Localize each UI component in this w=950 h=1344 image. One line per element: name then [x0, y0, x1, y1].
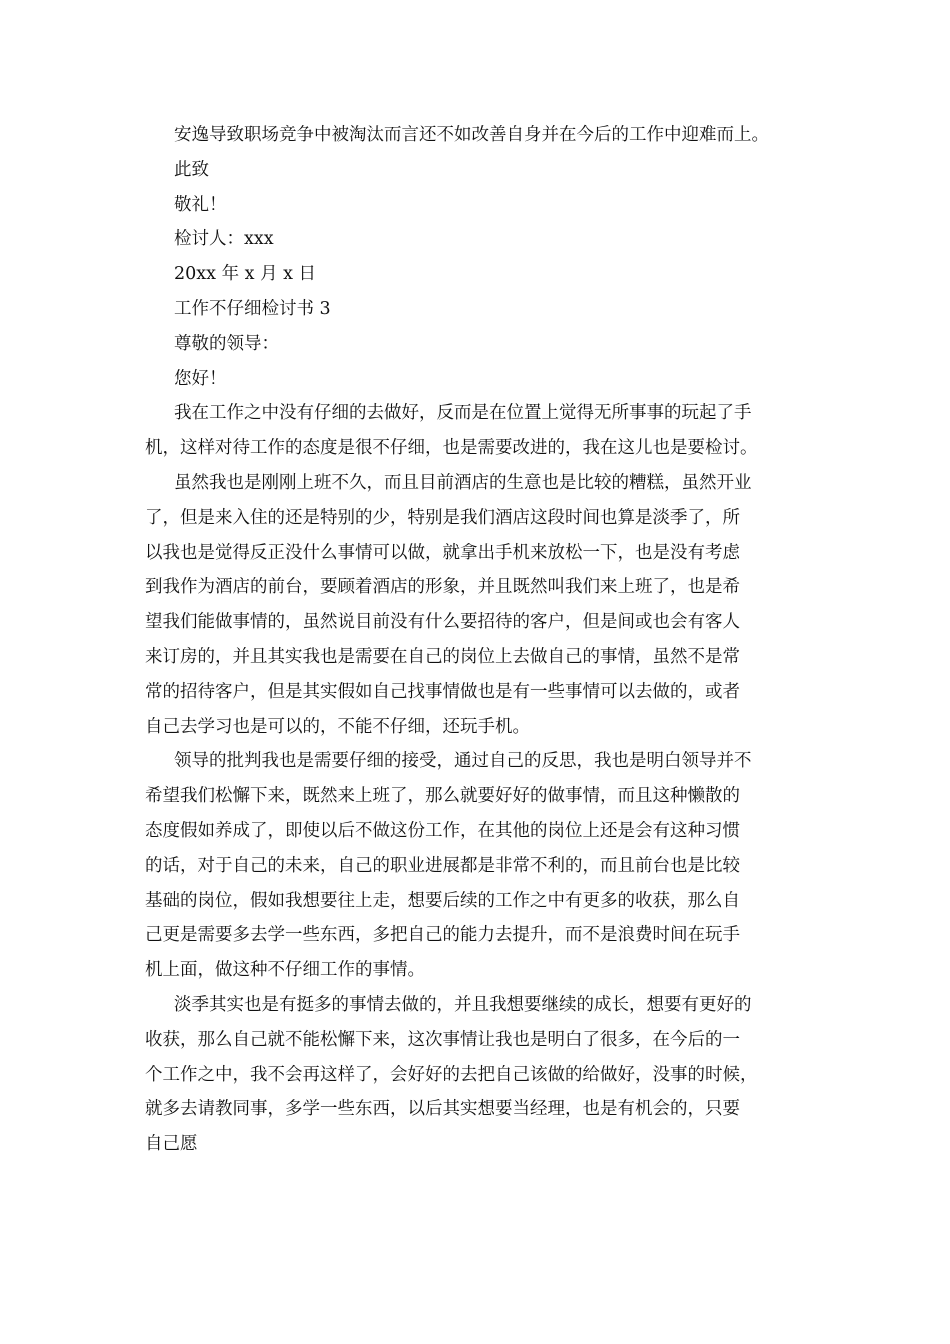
text-line: 基础的岗位，假如我想要往上走，想要后续的工作之中有更多的收获，那么自 — [145, 890, 740, 911]
text-line: 敬礼！ — [174, 194, 227, 215]
text-line: 此致 — [174, 159, 209, 180]
text-line: 自己去学习也是可以的，不能不仔细，还玩手机。 — [145, 716, 530, 737]
text-line: 安逸导致职场竞争中被淘汰而言还不如改善自身并在今后的工作中迎难而上。 — [174, 125, 769, 145]
text-line: 希望我们松懈下来，既然来上班了，那么就要好好的做事情，而且这种懒散的 — [145, 786, 740, 807]
document-body — [145, 118, 815, 1162]
text-line: 就多去请教同事，多学一些东西，以后其实想要当经理，也是有机会的，只要 — [145, 1099, 740, 1120]
text-line: 尊敬的领导： — [174, 333, 279, 354]
text-line: 您好！ — [174, 368, 227, 389]
text-line: 检讨人：xxx — [174, 229, 274, 250]
text-line: 个工作之中，我不会再这样了，会好好的去把自己该做的给做好，没事的时候， — [145, 1064, 758, 1085]
text-line: 望我们能做事情的，虽然说目前没有什么要招待的客户，但是间或也会有客人 — [145, 612, 740, 633]
text-line: 机上面，做这种不仔细工作的事情。 — [145, 960, 425, 981]
text-line: 领导的批判我也是需要仔细的接受，通过自己的反思，我也是明白领导并不 — [174, 751, 752, 772]
text-line: 自己愿 — [145, 1134, 198, 1155]
text-line: 态度假如养成了，即使以后不做这份工作，在其他的岗位上还是会有这种习惯 — [145, 820, 740, 841]
text-line: 来订房的，并且其实我也是需要在自己的岗位上去做自己的事情，虽然不是常 — [145, 646, 740, 667]
text-line: 20xx 年 x 月 x 日 — [174, 264, 317, 285]
text-line: 虽然我也是刚刚上班不久，而且目前酒店的生意也是比较的糟糕，虽然开业 — [174, 472, 752, 493]
text-line: 机，这样对待工作的态度是很不仔细，也是需要改进的，我在这儿也是要检讨。 — [145, 438, 758, 459]
text-line: 淡季其实也是有挺多的事情去做的，并且我想要继续的成长，想要有更好的 — [174, 994, 752, 1015]
text-line: 了，但是来入住的还是特别的少，特别是我们酒店这段时间也算是淡季了，所 — [145, 507, 740, 528]
text-line: 己更是需要多去学一些东西，多把自己的能力去提升，而不是浪费时间在玩手 — [145, 925, 740, 946]
text-line: 常的招待客户，但是其实假如自己找事情做也是有一些事情可以去做的，或者 — [145, 681, 740, 702]
text-line: 到我作为酒店的前台，要顾着酒店的形象，并且既然叫我们来上班了，也是希 — [145, 577, 740, 598]
text-line: 的话，对于自己的未来，自己的职业进展都是非常不利的，而且前台也是比较 — [145, 855, 740, 876]
text-line: 我在工作之中没有仔细的去做好，反而是在位置上觉得无所事事的玩起了手 — [174, 403, 752, 424]
text-line: 以我也是觉得反正没什么事情可以做，就拿出手机来放松一下，也是没有考虑 — [145, 542, 740, 563]
text-line: 收获，那么自己就不能松懈下来，这次事情让我也是明白了很多，在今后的一 — [145, 1029, 740, 1050]
text-line: 工作不仔细检讨书 3 — [174, 298, 331, 319]
